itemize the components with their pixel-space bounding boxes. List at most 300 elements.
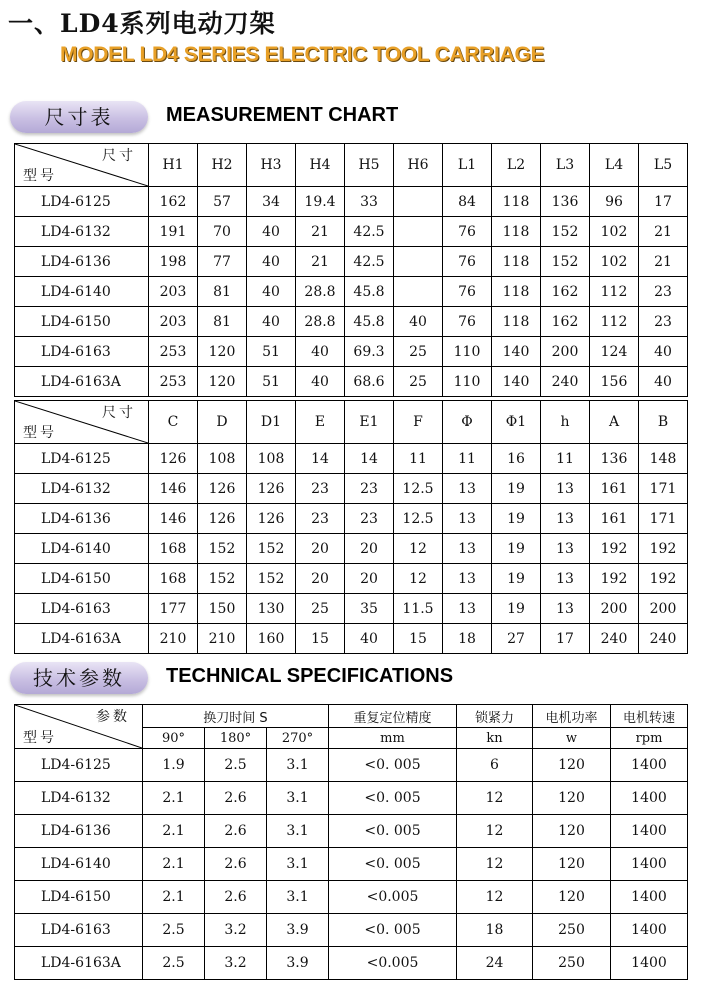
model-cell: LD4-6132 bbox=[15, 474, 149, 504]
spec-t270-cell: 3.1 bbox=[267, 815, 329, 848]
spec-t180-cell: 3.2 bbox=[205, 947, 267, 980]
value-cell: 118 bbox=[492, 217, 541, 247]
value-cell: 210 bbox=[198, 624, 247, 654]
column-header: H2 bbox=[198, 144, 247, 187]
spec-lock-cell: 12 bbox=[457, 848, 533, 881]
page-title-cn: 一、LD4系列电动刀架 bbox=[8, 9, 276, 38]
value-cell: 192 bbox=[639, 564, 688, 594]
model-cell: LD4-6163 bbox=[15, 914, 143, 947]
spec-power-cell: 120 bbox=[533, 815, 611, 848]
value-cell: 81 bbox=[198, 277, 247, 307]
spec-t270-cell: 3.1 bbox=[267, 749, 329, 782]
value-cell: 191 bbox=[149, 217, 198, 247]
value-cell: 14 bbox=[296, 444, 345, 474]
value-cell: 23 bbox=[639, 307, 688, 337]
value-cell: 130 bbox=[247, 594, 296, 624]
model-cell: LD4-6136 bbox=[15, 247, 149, 277]
table-row bbox=[15, 187, 688, 217]
technical-label-pill: 技术参数 bbox=[10, 662, 148, 694]
value-cell: 161 bbox=[590, 474, 639, 504]
value-cell: 160 bbox=[247, 624, 296, 654]
value-cell: 13 bbox=[443, 534, 492, 564]
measurement-table-2 bbox=[14, 400, 688, 654]
model-cell: LD4-6132 bbox=[15, 782, 143, 815]
value-cell: 11.5 bbox=[394, 594, 443, 624]
column-header: h bbox=[541, 401, 590, 444]
value-cell: 45.8 bbox=[345, 277, 394, 307]
value-cell: 146 bbox=[149, 474, 198, 504]
value-cell: 28.8 bbox=[296, 307, 345, 337]
spec-power-cell: 120 bbox=[533, 881, 611, 914]
value-cell bbox=[394, 187, 443, 217]
value-cell: 19.4 bbox=[296, 187, 345, 217]
value-cell: 68.6 bbox=[345, 367, 394, 397]
value-cell: 13 bbox=[443, 564, 492, 594]
value-cell: 40 bbox=[296, 337, 345, 367]
value-cell: 152 bbox=[247, 534, 296, 564]
value-cell: 40 bbox=[394, 307, 443, 337]
value-cell: 126 bbox=[198, 504, 247, 534]
table-header-row bbox=[15, 144, 688, 187]
value-cell: 152 bbox=[247, 564, 296, 594]
angle-270-header: 270° bbox=[267, 728, 329, 749]
power-unit-header: w bbox=[533, 728, 611, 749]
model-cell: LD4-6163 bbox=[15, 337, 149, 367]
motor-power-header: 电机功率 bbox=[533, 705, 611, 728]
value-cell: 19 bbox=[492, 564, 541, 594]
spec-t270-cell: 3.9 bbox=[267, 947, 329, 980]
table-row bbox=[15, 564, 688, 594]
model-cell: LD4-6163 bbox=[15, 594, 149, 624]
repeat-unit-header: mm bbox=[329, 728, 457, 749]
spec-lock-cell: 12 bbox=[457, 782, 533, 815]
column-header: L1 bbox=[443, 144, 492, 187]
model-cell: LD4-6150 bbox=[15, 881, 143, 914]
value-cell: 20 bbox=[296, 564, 345, 594]
spec-speed-cell: 1400 bbox=[611, 947, 688, 980]
table-row bbox=[15, 474, 688, 504]
spec-t90-cell: 2.5 bbox=[143, 947, 205, 980]
corner-bottom-label: 型号 bbox=[23, 168, 57, 184]
value-cell: 25 bbox=[394, 367, 443, 397]
value-cell: 77 bbox=[198, 247, 247, 277]
value-cell bbox=[394, 247, 443, 277]
column-header: B bbox=[639, 401, 688, 444]
value-cell: 118 bbox=[492, 307, 541, 337]
value-cell: 70 bbox=[198, 217, 247, 247]
value-cell: 13 bbox=[541, 534, 590, 564]
value-cell: 156 bbox=[590, 367, 639, 397]
value-cell: 33 bbox=[345, 187, 394, 217]
value-cell: 14 bbox=[345, 444, 394, 474]
spec-accuracy-cell: <0. 005 bbox=[329, 815, 457, 848]
angle-180-header: 180° bbox=[205, 728, 267, 749]
value-cell: 21 bbox=[639, 247, 688, 277]
column-header: L4 bbox=[590, 144, 639, 187]
spec-lock-cell: 18 bbox=[457, 914, 533, 947]
value-cell: 19 bbox=[492, 534, 541, 564]
column-header: H5 bbox=[345, 144, 394, 187]
value-cell: 162 bbox=[149, 187, 198, 217]
spec-power-cell: 250 bbox=[533, 947, 611, 980]
model-cell: LD4-6150 bbox=[15, 307, 149, 337]
spec-t90-cell: 2.1 bbox=[143, 881, 205, 914]
value-cell: 126 bbox=[247, 504, 296, 534]
value-cell: 146 bbox=[149, 504, 198, 534]
value-cell: 76 bbox=[443, 247, 492, 277]
model-cell: LD4-6125 bbox=[15, 187, 149, 217]
value-cell: 25 bbox=[296, 594, 345, 624]
value-cell: 112 bbox=[590, 307, 639, 337]
value-cell: 108 bbox=[247, 444, 296, 474]
spec-accuracy-cell: <0. 005 bbox=[329, 848, 457, 881]
spec-power-cell: 120 bbox=[533, 848, 611, 881]
value-cell: 40 bbox=[247, 277, 296, 307]
spec-t270-cell: 3.1 bbox=[267, 782, 329, 815]
value-cell: 240 bbox=[590, 624, 639, 654]
lock-force-header: 锁紧力 bbox=[457, 705, 533, 728]
value-cell: 200 bbox=[541, 337, 590, 367]
value-cell: 13 bbox=[541, 564, 590, 594]
value-cell: 126 bbox=[149, 444, 198, 474]
spec-t180-cell: 3.2 bbox=[205, 914, 267, 947]
column-header: H3 bbox=[247, 144, 296, 187]
value-cell: 240 bbox=[639, 624, 688, 654]
spec-t270-cell: 3.1 bbox=[267, 848, 329, 881]
value-cell: 120 bbox=[198, 367, 247, 397]
value-cell: 21 bbox=[296, 247, 345, 277]
spec-power-cell: 120 bbox=[533, 782, 611, 815]
spec-speed-cell: 1400 bbox=[611, 914, 688, 947]
table-row bbox=[15, 782, 688, 815]
column-header: Φ1 bbox=[492, 401, 541, 444]
value-cell: 120 bbox=[198, 337, 247, 367]
column-header: C bbox=[149, 401, 198, 444]
value-cell: 152 bbox=[541, 247, 590, 277]
value-cell: 40 bbox=[345, 624, 394, 654]
model-cell: LD4-6140 bbox=[15, 534, 149, 564]
column-header: A bbox=[590, 401, 639, 444]
value-cell: 17 bbox=[639, 187, 688, 217]
lock-unit-header: kn bbox=[457, 728, 533, 749]
spec-speed-cell: 1400 bbox=[611, 848, 688, 881]
table-header-row bbox=[15, 401, 688, 444]
table-row bbox=[15, 848, 688, 881]
column-header: F bbox=[394, 401, 443, 444]
spec-lock-cell: 12 bbox=[457, 815, 533, 848]
value-cell: 21 bbox=[296, 217, 345, 247]
table-row bbox=[15, 277, 688, 307]
value-cell: 152 bbox=[198, 564, 247, 594]
value-cell: 40 bbox=[639, 337, 688, 367]
value-cell: 15 bbox=[394, 624, 443, 654]
value-cell: 13 bbox=[541, 504, 590, 534]
measurement-title: MEASUREMENT CHART bbox=[166, 104, 399, 126]
spec-lock-cell: 24 bbox=[457, 947, 533, 980]
column-header: L5 bbox=[639, 144, 688, 187]
value-cell: 19 bbox=[492, 474, 541, 504]
value-cell: 23 bbox=[345, 474, 394, 504]
model-cell: LD4-6136 bbox=[15, 815, 143, 848]
value-cell: 76 bbox=[443, 277, 492, 307]
model-cell: LD4-6132 bbox=[15, 217, 149, 247]
spec-t90-cell: 2.5 bbox=[143, 914, 205, 947]
spec-accuracy-cell: <0. 005 bbox=[329, 914, 457, 947]
value-cell: 45.8 bbox=[345, 307, 394, 337]
spec-t90-cell: 2.1 bbox=[143, 815, 205, 848]
value-cell: 203 bbox=[149, 277, 198, 307]
value-cell: 102 bbox=[590, 247, 639, 277]
value-cell: 69.3 bbox=[345, 337, 394, 367]
value-cell: 140 bbox=[492, 367, 541, 397]
value-cell: 13 bbox=[541, 474, 590, 504]
value-cell: 110 bbox=[443, 337, 492, 367]
spec-accuracy-cell: <0. 005 bbox=[329, 782, 457, 815]
value-cell: 40 bbox=[247, 307, 296, 337]
value-cell: 21 bbox=[639, 217, 688, 247]
spec-lock-cell: 12 bbox=[457, 881, 533, 914]
value-cell: 40 bbox=[247, 217, 296, 247]
spec-power-cell: 120 bbox=[533, 749, 611, 782]
value-cell: 13 bbox=[541, 594, 590, 624]
value-cell: 152 bbox=[198, 534, 247, 564]
value-cell: 200 bbox=[590, 594, 639, 624]
column-header: H6 bbox=[394, 144, 443, 187]
value-cell: 20 bbox=[296, 534, 345, 564]
value-cell: 12.5 bbox=[394, 474, 443, 504]
table-row bbox=[15, 881, 688, 914]
value-cell: 42.5 bbox=[345, 247, 394, 277]
model-cell: LD4-6150 bbox=[15, 564, 149, 594]
spec-t270-cell: 3.9 bbox=[267, 914, 329, 947]
spec-t90-cell: 2.1 bbox=[143, 782, 205, 815]
value-cell: 19 bbox=[492, 594, 541, 624]
spec-t180-cell: 2.6 bbox=[205, 782, 267, 815]
value-cell: 76 bbox=[443, 307, 492, 337]
model-cell: LD4-6163A bbox=[15, 624, 149, 654]
value-cell: 203 bbox=[149, 307, 198, 337]
value-cell: 13 bbox=[443, 594, 492, 624]
measurement-table-1 bbox=[14, 143, 688, 397]
value-cell: 27 bbox=[492, 624, 541, 654]
value-cell: 40 bbox=[296, 367, 345, 397]
spec-t180-cell: 2.5 bbox=[205, 749, 267, 782]
value-cell: 253 bbox=[149, 337, 198, 367]
value-cell: 126 bbox=[247, 474, 296, 504]
value-cell: 210 bbox=[149, 624, 198, 654]
value-cell: 20 bbox=[345, 534, 394, 564]
model-cell: LD4-6163A bbox=[15, 367, 149, 397]
value-cell: 23 bbox=[345, 504, 394, 534]
value-cell: 42.5 bbox=[345, 217, 394, 247]
value-cell: 17 bbox=[541, 624, 590, 654]
column-header: E1 bbox=[345, 401, 394, 444]
value-cell: 110 bbox=[443, 367, 492, 397]
table-row bbox=[15, 947, 688, 980]
spec-lock-cell: 6 bbox=[457, 749, 533, 782]
table-row bbox=[15, 337, 688, 367]
corner-top-label: 参数 bbox=[96, 709, 130, 725]
value-cell: 11 bbox=[443, 444, 492, 474]
value-cell: 192 bbox=[639, 534, 688, 564]
spec-speed-cell: 1400 bbox=[611, 782, 688, 815]
value-cell: 136 bbox=[590, 444, 639, 474]
spec-accuracy-cell: <0. 005 bbox=[329, 749, 457, 782]
value-cell: 57 bbox=[198, 187, 247, 217]
model-cell: LD4-6125 bbox=[15, 749, 143, 782]
value-cell: 84 bbox=[443, 187, 492, 217]
table-row bbox=[15, 307, 688, 337]
value-cell bbox=[394, 277, 443, 307]
value-cell: 25 bbox=[394, 337, 443, 367]
table-row bbox=[15, 594, 688, 624]
spec-header-row-1 bbox=[15, 705, 688, 728]
table-row bbox=[15, 504, 688, 534]
value-cell: 12 bbox=[394, 564, 443, 594]
value-cell: 192 bbox=[590, 564, 639, 594]
value-cell: 11 bbox=[541, 444, 590, 474]
value-cell: 240 bbox=[541, 367, 590, 397]
value-cell: 112 bbox=[590, 277, 639, 307]
measurement-label-pill: 尺寸表 bbox=[10, 101, 148, 133]
spec-t270-cell: 3.1 bbox=[267, 881, 329, 914]
value-cell: 28.8 bbox=[296, 277, 345, 307]
spec-speed-cell: 1400 bbox=[611, 815, 688, 848]
value-cell: 108 bbox=[198, 444, 247, 474]
value-cell: 140 bbox=[492, 337, 541, 367]
column-header: H4 bbox=[296, 144, 345, 187]
value-cell: 23 bbox=[296, 474, 345, 504]
column-header: D bbox=[198, 401, 247, 444]
value-cell: 198 bbox=[149, 247, 198, 277]
table-row bbox=[15, 217, 688, 247]
model-cell: LD4-6125 bbox=[15, 444, 149, 474]
model-cell: LD4-6163A bbox=[15, 947, 143, 980]
value-cell: 192 bbox=[590, 534, 639, 564]
corner-cell bbox=[15, 705, 143, 749]
value-cell: 118 bbox=[492, 187, 541, 217]
table-row bbox=[15, 444, 688, 474]
table-row bbox=[15, 367, 688, 397]
value-cell: 162 bbox=[541, 307, 590, 337]
value-cell: 34 bbox=[247, 187, 296, 217]
value-cell: 19 bbox=[492, 504, 541, 534]
table-row bbox=[15, 749, 688, 782]
value-cell: 20 bbox=[345, 564, 394, 594]
page-title-en: MODEL LD4 SERIES ELECTRIC TOOL CARRIAGE bbox=[60, 43, 545, 66]
value-cell: 51 bbox=[247, 367, 296, 397]
model-cell: LD4-6140 bbox=[15, 277, 149, 307]
value-cell: 23 bbox=[639, 277, 688, 307]
column-header: H1 bbox=[149, 144, 198, 187]
change-time-header: 换刀时间 S bbox=[143, 705, 329, 728]
value-cell: 126 bbox=[198, 474, 247, 504]
value-cell: 81 bbox=[198, 307, 247, 337]
value-cell: 15 bbox=[296, 624, 345, 654]
table-row bbox=[15, 914, 688, 947]
spec-speed-cell: 1400 bbox=[611, 749, 688, 782]
value-cell: 171 bbox=[639, 504, 688, 534]
spec-t180-cell: 2.6 bbox=[205, 815, 267, 848]
value-cell: 102 bbox=[590, 217, 639, 247]
spec-t90-cell: 2.1 bbox=[143, 848, 205, 881]
repeat-accuracy-header: 重复定位精度 bbox=[329, 705, 457, 728]
spec-power-cell: 250 bbox=[533, 914, 611, 947]
column-header: D1 bbox=[247, 401, 296, 444]
table-row bbox=[15, 534, 688, 564]
value-cell: 161 bbox=[590, 504, 639, 534]
value-cell: 51 bbox=[247, 337, 296, 367]
value-cell bbox=[394, 217, 443, 247]
value-cell: 12.5 bbox=[394, 504, 443, 534]
column-header: L2 bbox=[492, 144, 541, 187]
corner-bottom-label: 型号 bbox=[23, 425, 57, 441]
column-header: Φ bbox=[443, 401, 492, 444]
spec-t90-cell: 1.9 bbox=[143, 749, 205, 782]
value-cell: 16 bbox=[492, 444, 541, 474]
model-cell: LD4-6140 bbox=[15, 848, 143, 881]
spec-accuracy-cell: <0.005 bbox=[329, 881, 457, 914]
value-cell: 124 bbox=[590, 337, 639, 367]
value-cell: 18 bbox=[443, 624, 492, 654]
spec-accuracy-cell: <0.005 bbox=[329, 947, 457, 980]
value-cell: 171 bbox=[639, 474, 688, 504]
table-row bbox=[15, 624, 688, 654]
value-cell: 162 bbox=[541, 277, 590, 307]
value-cell: 76 bbox=[443, 217, 492, 247]
value-cell: 23 bbox=[296, 504, 345, 534]
value-cell: 13 bbox=[443, 504, 492, 534]
value-cell: 168 bbox=[149, 564, 198, 594]
value-cell: 136 bbox=[541, 187, 590, 217]
corner-bottom-label: 型号 bbox=[23, 730, 57, 746]
value-cell: 118 bbox=[492, 277, 541, 307]
column-header: E bbox=[296, 401, 345, 444]
value-cell: 12 bbox=[394, 534, 443, 564]
angle-90-header: 90° bbox=[143, 728, 205, 749]
model-cell: LD4-6136 bbox=[15, 504, 149, 534]
corner-top-label: 尺寸 bbox=[102, 148, 136, 164]
table-row bbox=[15, 247, 688, 277]
value-cell: 152 bbox=[541, 217, 590, 247]
value-cell: 11 bbox=[394, 444, 443, 474]
value-cell: 35 bbox=[345, 594, 394, 624]
corner-top-label: 尺寸 bbox=[102, 405, 136, 421]
table-row bbox=[15, 815, 688, 848]
value-cell: 13 bbox=[443, 474, 492, 504]
value-cell: 177 bbox=[149, 594, 198, 624]
column-header: L3 bbox=[541, 144, 590, 187]
value-cell: 148 bbox=[639, 444, 688, 474]
value-cell: 168 bbox=[149, 534, 198, 564]
value-cell: 253 bbox=[149, 367, 198, 397]
value-cell: 96 bbox=[590, 187, 639, 217]
motor-speed-header: 电机转速 bbox=[611, 705, 688, 728]
value-cell: 118 bbox=[492, 247, 541, 277]
corner-cell bbox=[15, 401, 149, 444]
value-cell: 200 bbox=[639, 594, 688, 624]
technical-title: TECHNICAL SPECIFICATIONS bbox=[166, 665, 454, 687]
technical-spec-table bbox=[14, 704, 688, 980]
corner-cell bbox=[15, 144, 149, 187]
spec-t180-cell: 2.6 bbox=[205, 848, 267, 881]
spec-speed-cell: 1400 bbox=[611, 881, 688, 914]
value-cell: 150 bbox=[198, 594, 247, 624]
speed-unit-header: rpm bbox=[611, 728, 688, 749]
spec-t180-cell: 2.6 bbox=[205, 881, 267, 914]
value-cell: 40 bbox=[639, 367, 688, 397]
value-cell: 40 bbox=[247, 247, 296, 277]
